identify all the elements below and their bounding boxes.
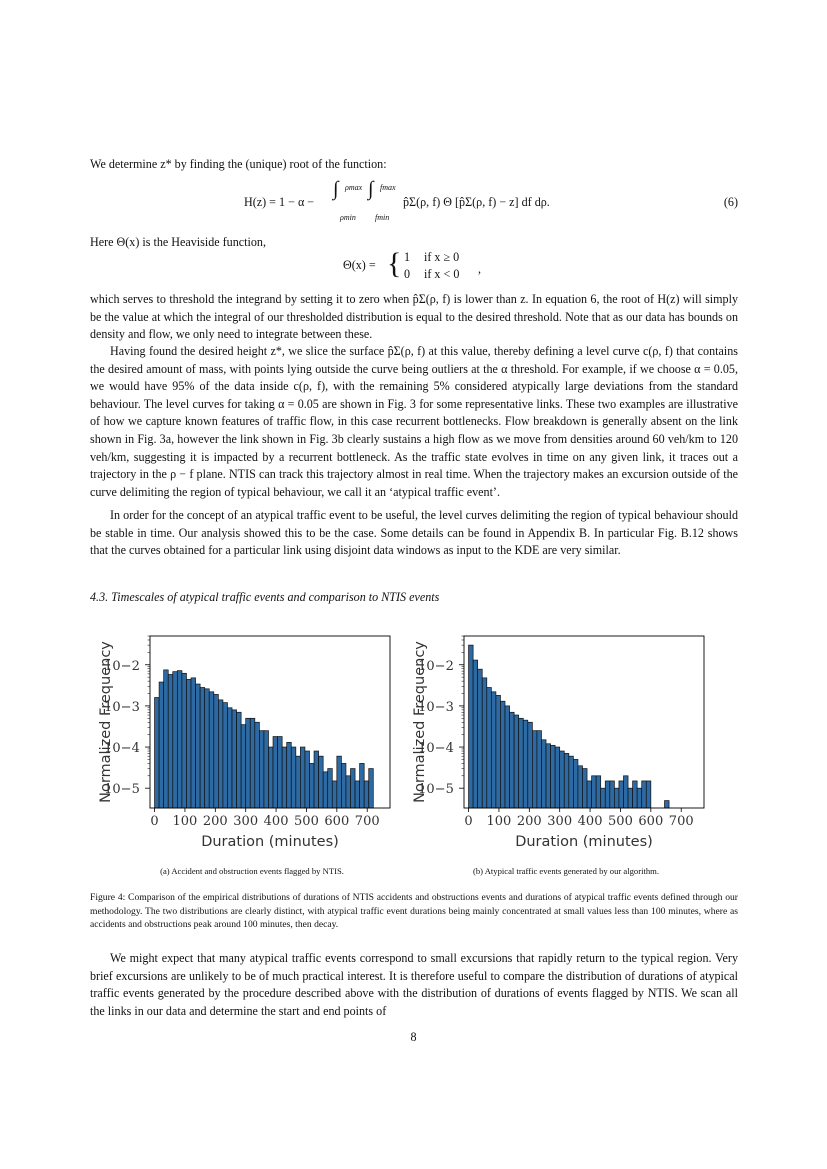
eq6-lhs: H(z) = 1 − α − — [244, 195, 315, 209]
histogram-bar — [259, 731, 264, 808]
histogram-bar — [159, 682, 164, 808]
y-tick-label: 10−3 — [104, 699, 140, 715]
histogram-bar — [332, 781, 337, 808]
histogram-bar — [532, 731, 537, 808]
case2-condition: if x < 0 — [424, 267, 460, 281]
x-axis-label: Duration (minutes) — [515, 834, 653, 850]
x-tick-label: 600 — [638, 814, 664, 829]
x-tick-label: 400 — [263, 814, 289, 829]
figure-caption: Figure 4: Comparison of the empirical distributions of durations of NTIS accidents and obstructions events and durations of atypical traffic events defined through our methodology. The two distributions are clearly distinct, with atypical traffic event durations being mainly concentrated at small values less than 100 minutes, where as accidents and obstructions peak around 100 minutes, then decay. — [90, 892, 738, 931]
histogram-bar — [182, 673, 187, 808]
histogram-bar — [214, 694, 219, 808]
histogram-bar — [209, 692, 214, 808]
eq6-lim-rho-lower: ρmin — [340, 213, 356, 222]
histogram-bar — [519, 718, 524, 808]
histogram-bar — [155, 698, 160, 808]
y-tick-label: 10−2 — [104, 658, 140, 674]
heaviside-brace: { — [387, 247, 402, 280]
histogram-bar — [196, 684, 201, 808]
histogram-bar — [337, 756, 342, 808]
histogram-bar — [569, 756, 574, 808]
histogram-bar — [578, 766, 583, 808]
histogram-bar — [164, 670, 169, 808]
histogram-bar — [241, 725, 246, 808]
integral-sign-f: ∫ — [368, 178, 374, 200]
x-tick-label: 600 — [324, 814, 350, 829]
y-tick-label: 10−5 — [104, 782, 140, 798]
paragraph-4: We might expect that many atypical traffic events correspond to small excursions that rapidly return to the typical region. Very brief excursions are unlikely to be of much practical interest. It is therefore useful to compare the distribution of durations of atypical traffic events generated by the procedure described above with the distribution of durations of events flagged by NTIS. We scan all the links in our data and determine the start and end points of — [90, 951, 738, 1018]
histogram-bar — [573, 759, 578, 808]
histogram-bar — [205, 689, 210, 808]
histogram-bar — [633, 781, 638, 808]
histogram-bar — [619, 781, 624, 808]
x-tick-label: 400 — [577, 814, 603, 829]
histogram-bar — [601, 788, 606, 808]
histogram-bar — [582, 769, 587, 808]
histogram-bar — [564, 753, 569, 808]
histogram-bar — [364, 781, 369, 808]
histogram-bar — [478, 669, 483, 808]
histogram-bar — [528, 722, 533, 808]
x-tick-label: 200 — [516, 814, 542, 829]
case2-value: 0 — [404, 267, 411, 281]
x-tick-label: 700 — [354, 814, 380, 829]
histogram-bar — [469, 645, 474, 808]
histogram-bar — [237, 712, 242, 808]
histogram-bar — [186, 679, 191, 808]
x-axis-label: Duration (minutes) — [201, 834, 339, 850]
histogram-bar — [637, 788, 642, 808]
histogram-bar — [232, 710, 237, 808]
histogram-bar — [551, 745, 556, 808]
chart-atypical-durations — [404, 626, 716, 858]
histogram-bar — [255, 722, 260, 808]
histogram-bar — [360, 763, 365, 808]
histogram-bar — [191, 678, 196, 808]
x-tick-label: 300 — [547, 814, 573, 829]
paragraph-1: which serves to threshold the integrand by setting it to zero when p̂Σ(ρ, f) is lower than z. In equation 6, the root of H(z) will simply be the value at which the integral of our thresholded distribution is equal to the desired threshold. Note that as our data has bounds on density and flow, we only need to integrate between these. — [90, 292, 738, 342]
y-tick-label: 10−2 — [418, 658, 454, 674]
case1-value: 1 — [404, 250, 411, 264]
paragraph-2: Having found the desired height z*, we slice the surface p̂Σ(ρ, f) at this value, thereby defining a level curve c(ρ, f) that contains the desired amount of mass, with points lying outside the curve being outliers at the α threshold. For example, if we choose α = 0.05, we would have 95% of the data inside c(ρ, f), with the remaining 5% considered atypically large deviations from the standard behaviour. The level curves for taking α = 0.05 are shown in Fig. 3 for some representative links. These two examples are illustrative of how we capture known features of traffic flow, in this case recurrent bottlenecks. Flow breakdown is generally absent on the link shown in Fig. 3a, however the link shown in Fig. 3b clearly sustains a high flow as we move from densities around 60 veh/km to 120 veh/km, suggesting it is impacted by a recurrent bottleneck. As the traffic state evolves in time on any given link, it traces out a trajectory in the ρ − f plane. NTIS can track this trajectory almost in real time. When the trajectory makes an excursion outside of the curve delimiting the region of typical behaviour, we call it an ‘atypical traffic event’. — [90, 344, 738, 499]
histogram-bar — [555, 747, 560, 808]
histogram-bar — [168, 674, 173, 808]
histogram-bar — [505, 706, 510, 808]
histogram-bar — [296, 756, 301, 808]
histogram-bar — [246, 718, 251, 808]
histogram-bar — [218, 700, 223, 808]
eq6-integrand: p̂Σ(ρ, f) Θ [p̂Σ(ρ, f) − z] df dρ. — [403, 195, 550, 209]
histogram-bar — [610, 781, 615, 808]
histogram-bar — [623, 776, 628, 808]
histogram-bar — [250, 718, 255, 808]
y-tick-label: 10−3 — [418, 699, 454, 715]
eq6-number: (6) — [723, 195, 738, 209]
histogram-bar — [560, 751, 565, 808]
eq6-lim-rho-upper: ρmax — [345, 183, 363, 192]
histogram-bar — [351, 769, 356, 808]
heaviside-intro: Here Θ(x) is the Heaviside function, — [90, 235, 266, 249]
histogram-bar — [665, 801, 670, 808]
histogram-bar — [300, 747, 305, 808]
histogram-bar — [537, 731, 542, 808]
x-tick-label: 100 — [172, 814, 198, 829]
chart-ntis-durations — [90, 626, 402, 858]
histogram-bar — [605, 781, 610, 808]
y-tick-label: 10−4 — [418, 741, 454, 757]
subcaption-b: (b) Atypical traffic events generated by our algorithm. — [473, 866, 659, 876]
y-axis-label: Normalized Frequency — [412, 641, 428, 803]
histogram-bar — [323, 772, 328, 808]
histogram-bar — [473, 660, 478, 808]
heaviside-lhs: Θ(x) = — [343, 258, 376, 272]
histogram-bar — [514, 715, 519, 808]
histogram-bar — [223, 703, 228, 808]
histogram-bar — [592, 776, 597, 808]
histogram-bar — [642, 781, 647, 808]
histogram-bar — [328, 769, 333, 808]
histogram-bar — [355, 781, 360, 808]
case1-condition: if x ≥ 0 — [424, 250, 460, 264]
x-tick-label: 300 — [233, 814, 259, 829]
histogram-bar — [305, 751, 310, 808]
x-tick-label: 100 — [486, 814, 512, 829]
histogram-bar — [264, 731, 269, 808]
histogram-bar — [596, 776, 601, 808]
intro-text: We determine z* by finding the (unique) root of the function: — [90, 157, 387, 171]
histogram-bar — [227, 708, 232, 808]
y-tick-label: 10−5 — [418, 782, 454, 798]
histogram-bar — [200, 688, 205, 808]
histogram-bar — [491, 692, 496, 808]
histogram-bar — [282, 747, 287, 808]
histogram-bar — [546, 744, 551, 808]
eq6-lim-f-upper: fmax — [380, 183, 396, 192]
histogram-bar — [510, 712, 515, 808]
histogram-bar — [319, 756, 324, 808]
subcaption-a: (a) Accident and obstruction events flagged by NTIS. — [160, 866, 344, 876]
histogram-bar — [541, 740, 546, 808]
histogram-bar — [341, 763, 346, 808]
integral-sign-rho: ∫ — [333, 178, 339, 200]
histogram-bar — [369, 769, 374, 808]
histogram-bar — [177, 671, 182, 808]
histogram-bar — [173, 672, 178, 808]
x-tick-label: 500 — [294, 814, 319, 829]
x-tick-label: 200 — [202, 814, 228, 829]
y-tick-label: 10−4 — [104, 741, 140, 757]
histogram-bar — [309, 763, 314, 808]
histogram-bar — [646, 781, 651, 808]
eq6-lim-f-lower: fmin — [375, 213, 390, 222]
histogram-bar — [614, 788, 619, 808]
histogram-bar — [496, 695, 501, 808]
histogram-bar — [273, 737, 278, 808]
y-axis-label: Normalized Frequency — [98, 641, 114, 803]
page-number: 8 — [410, 1030, 417, 1044]
x-tick-label: 700 — [668, 814, 694, 829]
histogram-bar — [487, 688, 492, 808]
histogram-bar — [628, 788, 633, 808]
histogram-bar — [278, 737, 283, 808]
histogram-bar — [287, 742, 292, 808]
histogram-bar — [268, 747, 273, 808]
histogram-bar — [346, 776, 351, 808]
x-tick-label: 500 — [608, 814, 633, 829]
histogram-bar — [482, 678, 487, 808]
paragraph-3: In order for the concept of an atypical traffic event to be useful, the level curves delimiting the region of typical behaviour should be stable in time. Our analysis showed this to be the case. Some details can be found in Appendix B. In particular Fig. B.12 shows that the curves obtained for a particular link using disjoint data windows as input to the KDE are very similar. — [90, 508, 738, 558]
section-heading: 4.3. Timescales of atypical traffic events and comparison to NTIS events — [90, 590, 440, 604]
histogram-bar — [523, 720, 528, 808]
histogram-bar — [314, 751, 319, 808]
x-tick-label: 0 — [464, 814, 473, 829]
histogram-bar — [587, 781, 592, 808]
x-tick-label: 0 — [150, 814, 159, 829]
heaviside-trail: , — [478, 262, 482, 276]
histogram-bar — [291, 747, 296, 808]
histogram-bar — [500, 701, 505, 808]
